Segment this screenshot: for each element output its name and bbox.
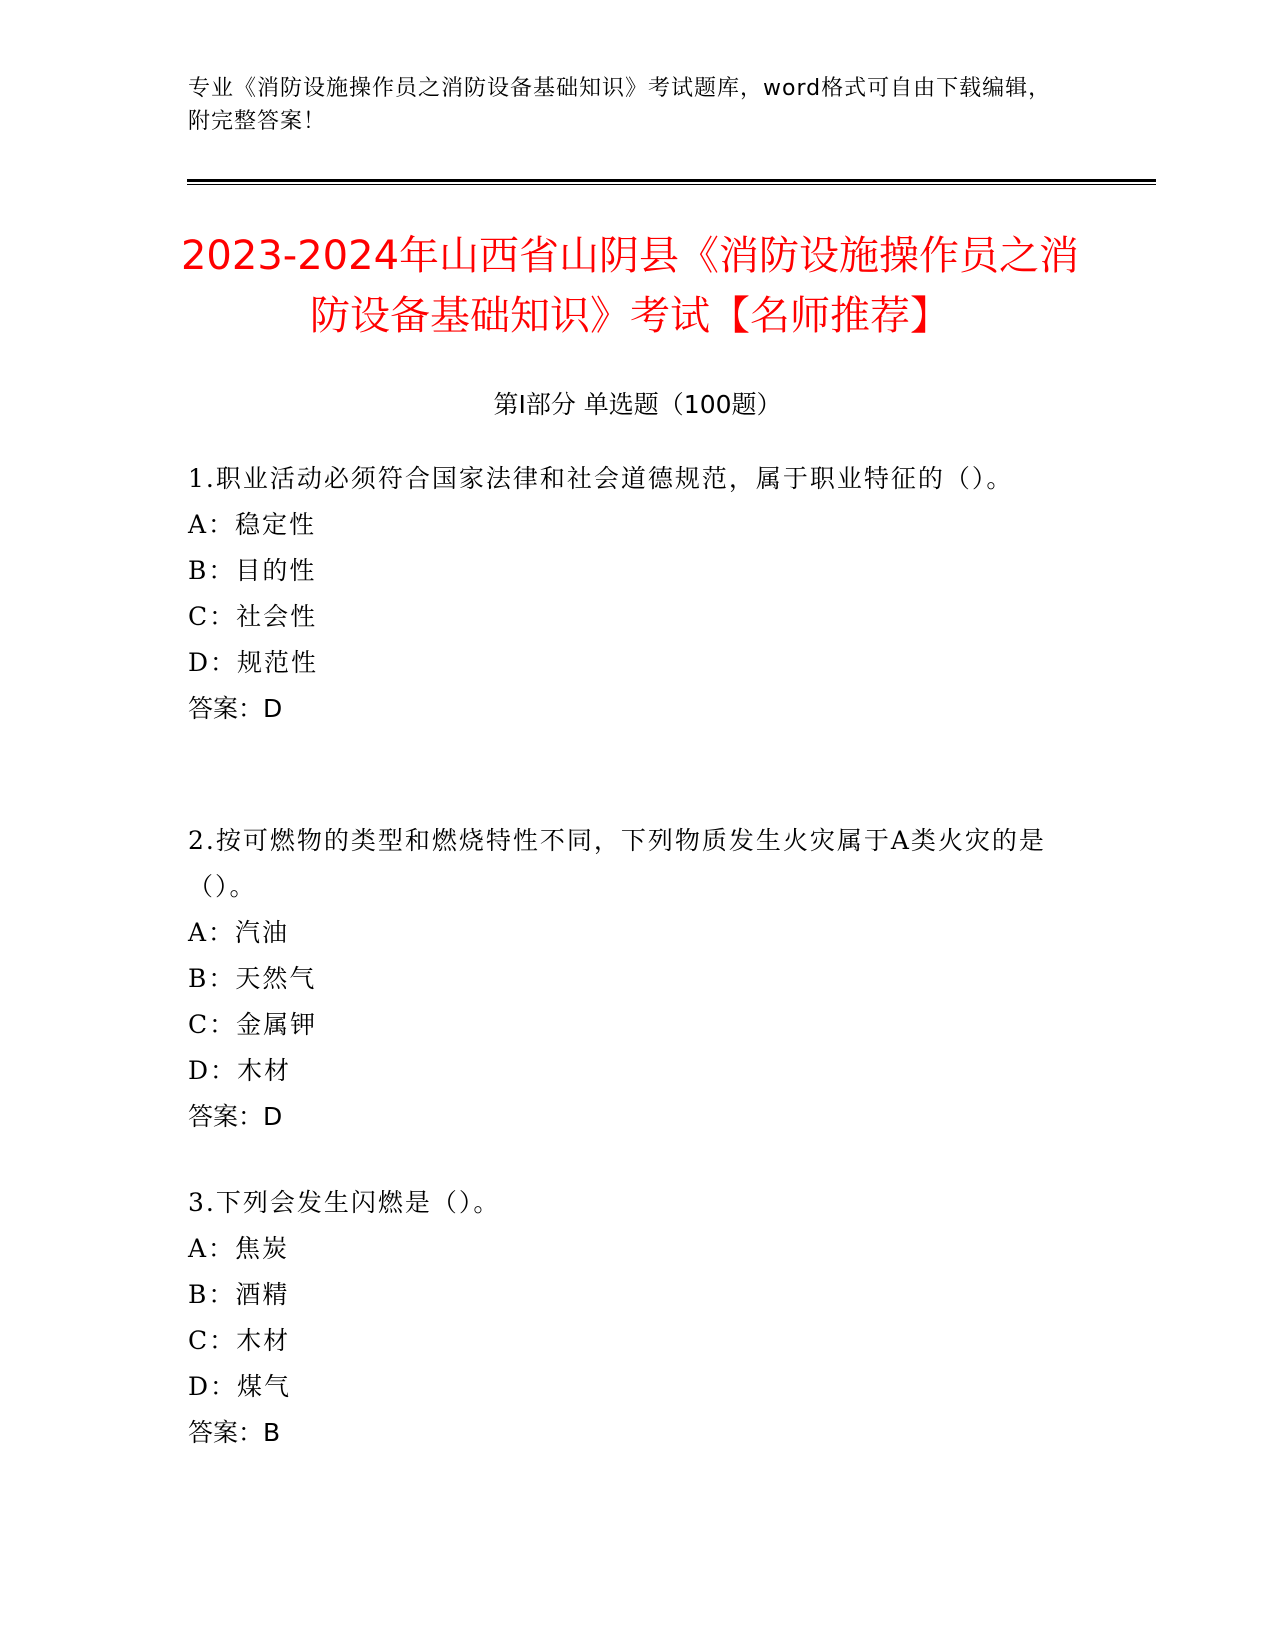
question-stem: 3.下列会发生闪燃是（）。 [188, 1188, 501, 1217]
question-3 [188, 1180, 1068, 1456]
question-1 [188, 456, 1068, 732]
option-a: A：稳定性 [188, 510, 317, 539]
answer: 答案：D [188, 1102, 283, 1131]
header-rule-thin [187, 184, 1156, 185]
option-d: D：规范性 [188, 648, 319, 677]
question-stem: 2.按可燃物的类型和燃烧特性不同，下列物质发生火灾属于A类火灾的是（）。 [188, 826, 1046, 901]
header-note: 专业《消防设施操作员之消防设备基础知识》考试题库，word格式可自由下载编辑，附完整答案！ [188, 76, 1052, 134]
answer: 答案：B [188, 1418, 281, 1447]
section-heading: 第Ⅰ部分 单选题（100题） [493, 390, 782, 419]
option-b: B：天然气 [188, 964, 317, 993]
option-d: D：煤气 [188, 1372, 292, 1401]
option-a: A：焦炭 [188, 1234, 290, 1263]
question-stem: 1.职业活动必须符合国家法律和社会道德规范，属于职业特征的（）。 [188, 464, 1014, 493]
option-b: B：酒精 [188, 1280, 290, 1309]
option-a: A：汽油 [188, 918, 290, 947]
option-c: C：金属钾 [188, 1010, 318, 1039]
option-d: D：木材 [188, 1056, 292, 1085]
option-c: C：木材 [188, 1326, 291, 1355]
answer: 答案：D [188, 694, 283, 723]
header-rule-thick [187, 179, 1156, 182]
question-2 [188, 818, 1068, 1140]
document-title: 2023-2024年山西省山阴县《消防设施操作员之消防设备基础知识》考试【名师推荐】 [180, 233, 1080, 339]
option-c: C：社会性 [188, 602, 318, 631]
option-b: B：目的性 [188, 556, 317, 585]
